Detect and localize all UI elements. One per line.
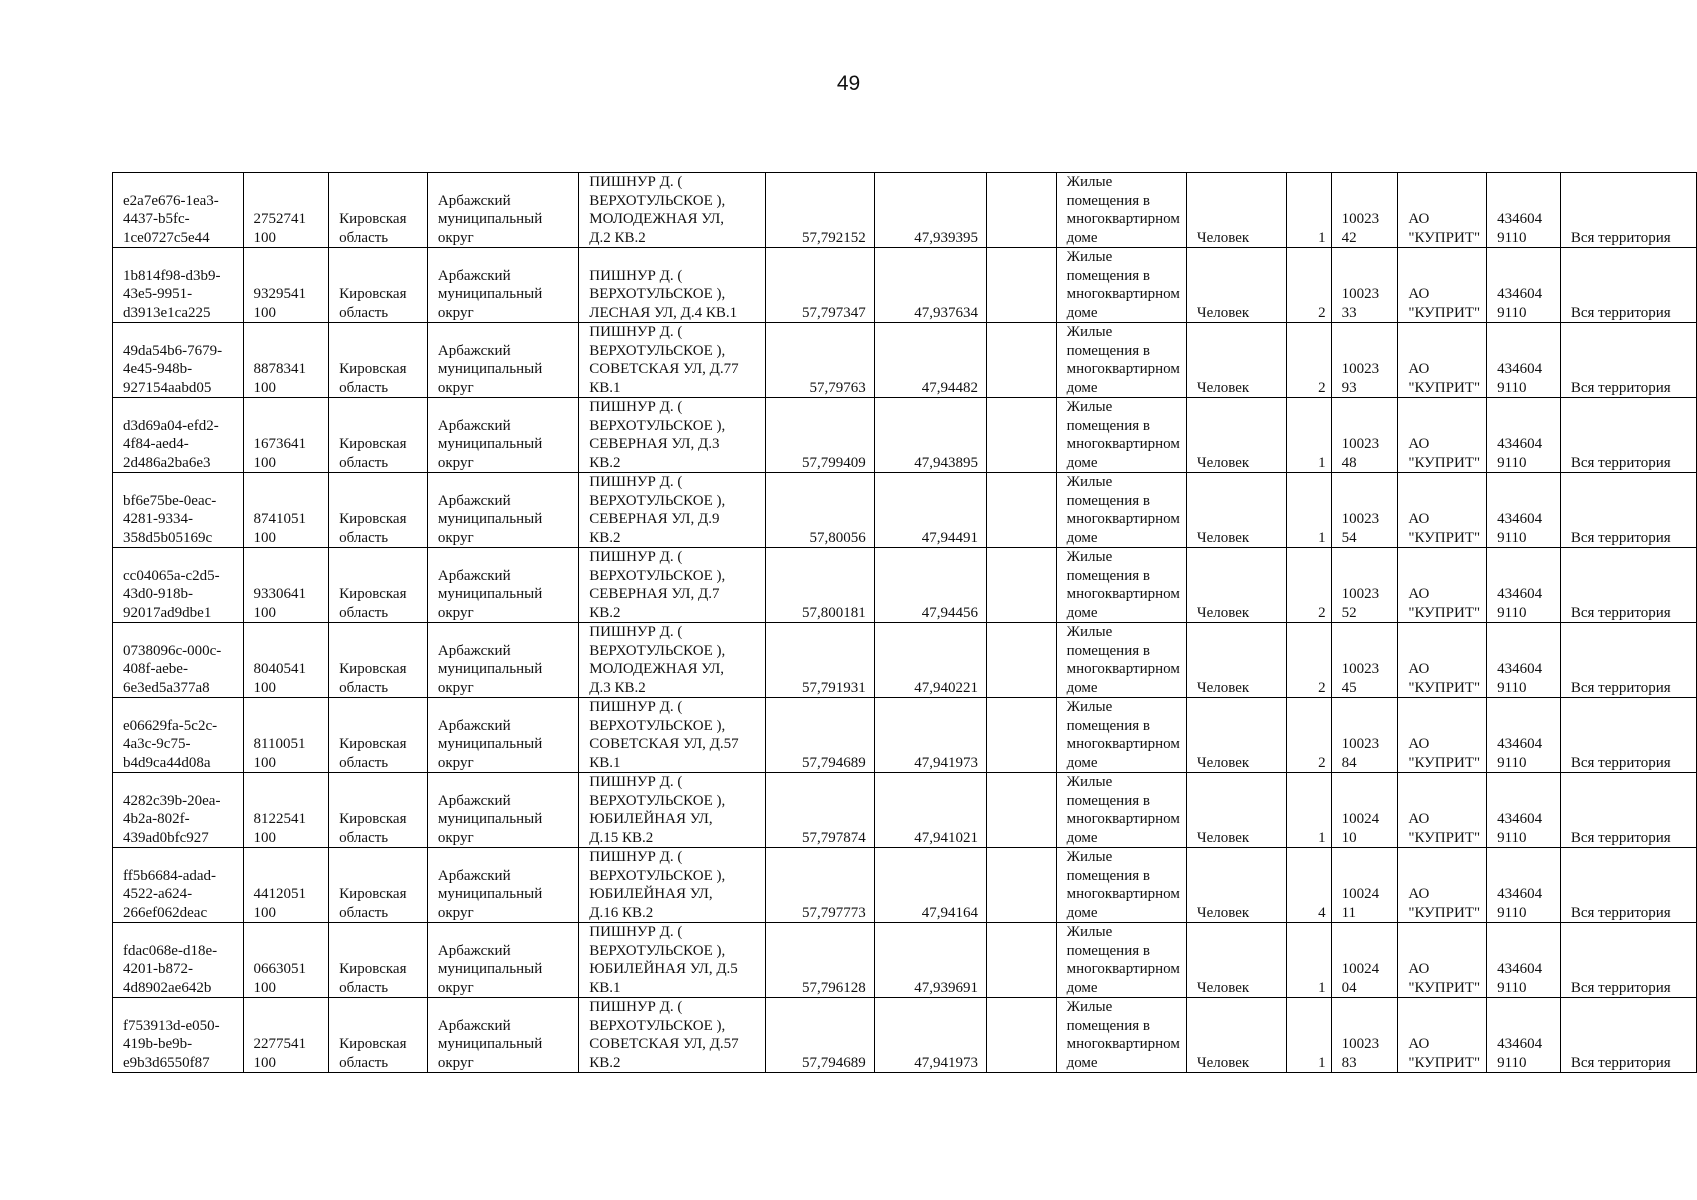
- table-row: [113, 998, 1697, 1073]
- cell-quantity: 1: [1287, 398, 1331, 473]
- cell-empty: [986, 548, 1056, 623]
- cell-territory: Вся территория: [1560, 323, 1696, 398]
- cell-code2: 10023 83: [1331, 998, 1398, 1073]
- cell-code: 9329541 100: [243, 248, 329, 323]
- cell-organization: АО "КУПРИТ": [1398, 473, 1487, 548]
- cell-unit: Человек: [1186, 548, 1286, 623]
- cell-category: Жилые помещения в многоквартирном доме: [1056, 698, 1186, 773]
- cell-latitude: 57,79763: [766, 323, 874, 398]
- cell-id: bf6e75be-0eac- 4281-9334- 358d5b05169c: [113, 473, 244, 548]
- cell-category: Жилые помещения в многоквартирном доме: [1056, 548, 1186, 623]
- cell-quantity: 1: [1287, 773, 1331, 848]
- cell-category: Жилые помещения в многоквартирном доме: [1056, 248, 1186, 323]
- cell-category: Жилые помещения в многоквартирном доме: [1056, 473, 1186, 548]
- cell-empty: [986, 473, 1056, 548]
- cell-district: Арбажский муниципальный округ: [427, 998, 578, 1073]
- cell-organization: АО "КУПРИТ": [1398, 623, 1487, 698]
- cell-territory: Вся территория: [1560, 548, 1696, 623]
- cell-code: 8110051 100: [243, 698, 329, 773]
- cell-unit: Человек: [1186, 773, 1286, 848]
- cell-category: Жилые помещения в многоквартирном доме: [1056, 623, 1186, 698]
- cell-address: ПИШНУР Д. ( ВЕРХОТУЛЬСКОЕ ), СОВЕТСКАЯ УЛ, Д.57 КВ.1: [579, 698, 766, 773]
- cell-unit: Человек: [1186, 623, 1286, 698]
- cell-address: ПИШНУР Д. ( ВЕРХОТУЛЬСКОЕ ), ЮБИЛЕЙНАЯ УЛ, Д.16 КВ.2: [579, 848, 766, 923]
- cell-longitude: 47,941021: [874, 773, 986, 848]
- cell-latitude: 57,797874: [766, 773, 874, 848]
- cell-code: 2752741 100: [243, 173, 329, 248]
- cell-address: ПИШНУР Д. ( ВЕРХОТУЛЬСКОЕ ), СЕВЕРНАЯ УЛ, Д.9 КВ.2: [579, 473, 766, 548]
- cell-inn: 434604 9110: [1487, 248, 1561, 323]
- cell-quantity: 2: [1287, 623, 1331, 698]
- cell-latitude: 57,794689: [766, 698, 874, 773]
- cell-empty: [986, 398, 1056, 473]
- cell-code: 4412051 100: [243, 848, 329, 923]
- cell-empty: [986, 323, 1056, 398]
- cell-region: Кировская область: [329, 923, 428, 998]
- cell-organization: АО "КУПРИТ": [1398, 698, 1487, 773]
- cell-district: Арбажский муниципальный округ: [427, 773, 578, 848]
- table-row: [113, 848, 1697, 923]
- cell-address: ПИШНУР Д. ( ВЕРХОТУЛЬСКОЕ ), ЮБИЛЕЙНАЯ УЛ, Д.5 КВ.1: [579, 923, 766, 998]
- cell-organization: АО "КУПРИТ": [1398, 773, 1487, 848]
- cell-latitude: 57,791931: [766, 623, 874, 698]
- cell-category: Жилые помещения в многоквартирном доме: [1056, 323, 1186, 398]
- cell-region: Кировская область: [329, 473, 428, 548]
- cell-district: Арбажский муниципальный округ: [427, 548, 578, 623]
- registry-table: [112, 172, 1697, 1073]
- cell-region: Кировская область: [329, 773, 428, 848]
- cell-empty: [986, 173, 1056, 248]
- cell-longitude: 47,937634: [874, 248, 986, 323]
- cell-organization: АО "КУПРИТ": [1398, 323, 1487, 398]
- cell-latitude: 57,792152: [766, 173, 874, 248]
- cell-territory: Вся территория: [1560, 248, 1696, 323]
- cell-district: Арбажский муниципальный округ: [427, 248, 578, 323]
- cell-territory: Вся территория: [1560, 623, 1696, 698]
- cell-latitude: 57,797773: [766, 848, 874, 923]
- table-row: [113, 623, 1697, 698]
- cell-quantity: 1: [1287, 173, 1331, 248]
- cell-latitude: 57,794689: [766, 998, 874, 1073]
- cell-organization: АО "КУПРИТ": [1398, 923, 1487, 998]
- cell-code: 8122541 100: [243, 773, 329, 848]
- cell-id: 4282c39b-20ea- 4b2a-802f- 439ad0bfc927: [113, 773, 244, 848]
- cell-empty: [986, 773, 1056, 848]
- cell-district: Арбажский муниципальный округ: [427, 398, 578, 473]
- cell-unit: Человек: [1186, 473, 1286, 548]
- cell-address: ПИШНУР Д. ( ВЕРХОТУЛЬСКОЕ ), МОЛОДЕЖНАЯ УЛ, Д.3 КВ.2: [579, 623, 766, 698]
- cell-district: Арбажский муниципальный округ: [427, 473, 578, 548]
- cell-code: 9330641 100: [243, 548, 329, 623]
- cell-region: Кировская область: [329, 323, 428, 398]
- cell-code: 1673641 100: [243, 398, 329, 473]
- cell-code2: 10023 54: [1331, 473, 1398, 548]
- cell-inn: 434604 9110: [1487, 773, 1561, 848]
- cell-code: 0663051 100: [243, 923, 329, 998]
- table-row: [113, 698, 1697, 773]
- cell-code2: 10023 48: [1331, 398, 1398, 473]
- cell-region: Кировская область: [329, 173, 428, 248]
- cell-longitude: 47,941973: [874, 998, 986, 1073]
- cell-address: ПИШНУР Д. ( ВЕРХОТУЛЬСКОЕ ), СОВЕТСКАЯ УЛ, Д.57 КВ.2: [579, 998, 766, 1073]
- cell-empty: [986, 848, 1056, 923]
- cell-code: 8878341 100: [243, 323, 329, 398]
- cell-inn: 434604 9110: [1487, 623, 1561, 698]
- cell-code2: 10023 93: [1331, 323, 1398, 398]
- cell-region: Кировская область: [329, 848, 428, 923]
- cell-code2: 10024 10: [1331, 773, 1398, 848]
- cell-code2: 10023 33: [1331, 248, 1398, 323]
- cell-latitude: 57,799409: [766, 398, 874, 473]
- cell-code2: 10024 11: [1331, 848, 1398, 923]
- cell-organization: АО "КУПРИТ": [1398, 548, 1487, 623]
- cell-unit: Человек: [1186, 923, 1286, 998]
- cell-region: Кировская область: [329, 248, 428, 323]
- cell-empty: [986, 998, 1056, 1073]
- cell-region: Кировская область: [329, 548, 428, 623]
- cell-longitude: 47,94491: [874, 473, 986, 548]
- cell-quantity: 2: [1287, 323, 1331, 398]
- cell-latitude: 57,80056: [766, 473, 874, 548]
- cell-code: 8741051 100: [243, 473, 329, 548]
- cell-address: ПИШНУР Д. ( ВЕРХОТУЛЬСКОЕ ), СЕВЕРНАЯ УЛ, Д.7 КВ.2: [579, 548, 766, 623]
- cell-address: ПИШНУР Д. ( ВЕРХОТУЛЬСКОЕ ), ЛЕСНАЯ УЛ, Д.4 КВ.1: [579, 248, 766, 323]
- cell-category: Жилые помещения в многоквартирном доме: [1056, 923, 1186, 998]
- table-row: [113, 323, 1697, 398]
- cell-longitude: 47,940221: [874, 623, 986, 698]
- cell-latitude: 57,800181: [766, 548, 874, 623]
- cell-quantity: 1: [1287, 473, 1331, 548]
- cell-empty: [986, 923, 1056, 998]
- cell-district: Арбажский муниципальный округ: [427, 323, 578, 398]
- cell-code2: 10023 42: [1331, 173, 1398, 248]
- cell-code2: 10023 45: [1331, 623, 1398, 698]
- page-number: 49: [836, 72, 861, 95]
- cell-inn: 434604 9110: [1487, 998, 1561, 1073]
- cell-inn: 434604 9110: [1487, 473, 1561, 548]
- cell-category: Жилые помещения в многоквартирном доме: [1056, 848, 1186, 923]
- cell-address: ПИШНУР Д. ( ВЕРХОТУЛЬСКОЕ ), ЮБИЛЕЙНАЯ УЛ, Д.15 КВ.2: [579, 773, 766, 848]
- cell-latitude: 57,796128: [766, 923, 874, 998]
- cell-id: 49da54b6-7679- 4e45-948b- 927154aabd05: [113, 323, 244, 398]
- table-row: [113, 473, 1697, 548]
- cell-inn: 434604 9110: [1487, 323, 1561, 398]
- cell-longitude: 47,94164: [874, 848, 986, 923]
- cell-empty: [986, 698, 1056, 773]
- cell-district: Арбажский муниципальный округ: [427, 698, 578, 773]
- cell-id: fdac068e-d18e- 4201-b872- 4d8902ae642b: [113, 923, 244, 998]
- cell-address: ПИШНУР Д. ( ВЕРХОТУЛЬСКОЕ ), МОЛОДЕЖНАЯ УЛ, Д.2 КВ.2: [579, 173, 766, 248]
- cell-territory: Вся территория: [1560, 698, 1696, 773]
- cell-region: Кировская область: [329, 623, 428, 698]
- cell-region: Кировская область: [329, 698, 428, 773]
- cell-inn: 434604 9110: [1487, 173, 1561, 248]
- cell-id: 0738096c-000c- 408f-aebe- 6e3ed5a377a8: [113, 623, 244, 698]
- cell-district: Арбажский муниципальный округ: [427, 923, 578, 998]
- cell-id: cc04065a-c2d5- 43d0-918b- 92017ad9dbe1: [113, 548, 244, 623]
- cell-inn: 434604 9110: [1487, 923, 1561, 998]
- cell-territory: Вся территория: [1560, 773, 1696, 848]
- cell-empty: [986, 248, 1056, 323]
- cell-organization: АО "КУПРИТ": [1398, 998, 1487, 1073]
- cell-quantity: 1: [1287, 998, 1331, 1073]
- cell-longitude: 47,941973: [874, 698, 986, 773]
- cell-quantity: 1: [1287, 923, 1331, 998]
- cell-longitude: 47,939691: [874, 923, 986, 998]
- cell-category: Жилые помещения в многоквартирном доме: [1056, 773, 1186, 848]
- cell-address: ПИШНУР Д. ( ВЕРХОТУЛЬСКОЕ ), СОВЕТСКАЯ УЛ, Д.77 КВ.1: [579, 323, 766, 398]
- cell-territory: Вся территория: [1560, 848, 1696, 923]
- cell-longitude: 47,94482: [874, 323, 986, 398]
- cell-unit: Человек: [1186, 848, 1286, 923]
- cell-id: f753913d-e050- 419b-be9b- e9b3d6550f87: [113, 998, 244, 1073]
- cell-unit: Человек: [1186, 248, 1286, 323]
- cell-id: 1b814f98-d3b9- 43e5-9951- d3913e1ca225: [113, 248, 244, 323]
- cell-district: Арбажский муниципальный округ: [427, 623, 578, 698]
- table-body: [113, 173, 1697, 1073]
- cell-category: Жилые помещения в многоквартирном доме: [1056, 398, 1186, 473]
- cell-unit: Человек: [1186, 398, 1286, 473]
- cell-quantity: 4: [1287, 848, 1331, 923]
- cell-longitude: 47,94456: [874, 548, 986, 623]
- cell-empty: [986, 623, 1056, 698]
- cell-id: d3d69a04-efd2- 4f84-aed4- 2d486a2ba6e3: [113, 398, 244, 473]
- cell-category: Жилые помещения в многоквартирном доме: [1056, 998, 1186, 1073]
- cell-longitude: 47,939395: [874, 173, 986, 248]
- cell-organization: АО "КУПРИТ": [1398, 173, 1487, 248]
- cell-quantity: 2: [1287, 248, 1331, 323]
- cell-organization: АО "КУПРИТ": [1398, 398, 1487, 473]
- cell-territory: Вся территория: [1560, 173, 1696, 248]
- cell-quantity: 2: [1287, 548, 1331, 623]
- cell-code2: 10024 04: [1331, 923, 1398, 998]
- cell-category: Жилые помещения в многоквартирном доме: [1056, 173, 1186, 248]
- cell-id: e06629fa-5c2c- 4a3c-9c75- b4d9ca44d08a: [113, 698, 244, 773]
- cell-unit: Человек: [1186, 323, 1286, 398]
- cell-code2: 10023 52: [1331, 548, 1398, 623]
- cell-inn: 434604 9110: [1487, 548, 1561, 623]
- cell-region: Кировская область: [329, 398, 428, 473]
- cell-id: ff5b6684-adad- 4522-a624- 266ef062deac: [113, 848, 244, 923]
- cell-organization: АО "КУПРИТ": [1398, 848, 1487, 923]
- cell-unit: Человек: [1186, 173, 1286, 248]
- cell-unit: Человек: [1186, 698, 1286, 773]
- cell-territory: Вся территория: [1560, 473, 1696, 548]
- cell-district: Арбажский муниципальный округ: [427, 173, 578, 248]
- cell-organization: АО "КУПРИТ": [1398, 248, 1487, 323]
- table-row: [113, 398, 1697, 473]
- cell-code: 8040541 100: [243, 623, 329, 698]
- table-row: [113, 173, 1697, 248]
- cell-inn: 434604 9110: [1487, 848, 1561, 923]
- cell-inn: 434604 9110: [1487, 698, 1561, 773]
- cell-code: 2277541 100: [243, 998, 329, 1073]
- cell-inn: 434604 9110: [1487, 398, 1561, 473]
- cell-longitude: 47,943895: [874, 398, 986, 473]
- cell-unit: Человек: [1186, 998, 1286, 1073]
- cell-district: Арбажский муниципальный округ: [427, 848, 578, 923]
- cell-code2: 10023 84: [1331, 698, 1398, 773]
- table-row: [113, 773, 1697, 848]
- cell-territory: Вся территория: [1560, 398, 1696, 473]
- cell-territory: Вся территория: [1560, 998, 1696, 1073]
- cell-id: e2a7e676-1ea3- 4437-b5fc- 1ce0727c5e44: [113, 173, 244, 248]
- table-row: [113, 923, 1697, 998]
- cell-quantity: 2: [1287, 698, 1331, 773]
- cell-address: ПИШНУР Д. ( ВЕРХОТУЛЬСКОЕ ), СЕВЕРНАЯ УЛ, Д.3 КВ.2: [579, 398, 766, 473]
- cell-latitude: 57,797347: [766, 248, 874, 323]
- cell-territory: Вся территория: [1560, 923, 1696, 998]
- table-row: [113, 248, 1697, 323]
- table-row: [113, 548, 1697, 623]
- cell-region: Кировская область: [329, 998, 428, 1073]
